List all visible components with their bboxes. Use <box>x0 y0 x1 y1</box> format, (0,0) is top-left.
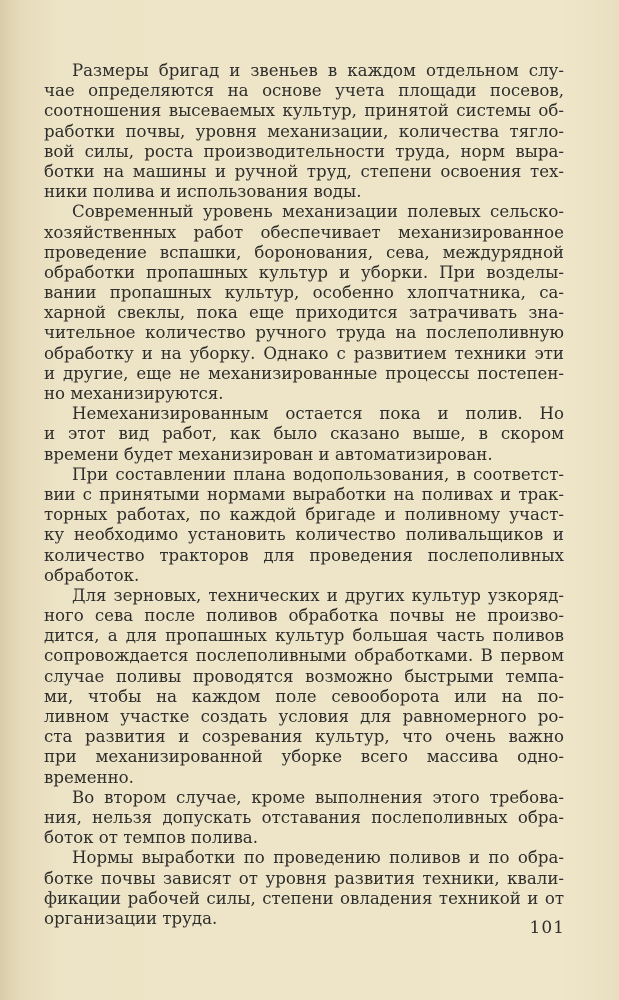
text-line: вии с принятыми нормами выработки на поливах и трак- <box>44 484 564 504</box>
text-line: но механизируются. <box>44 384 224 403</box>
paragraph <box>44 848 564 929</box>
text-line: при механизированной уборке всего массива одно- <box>44 747 564 767</box>
text-line: харной свеклы, пока еще приходится затрачивать зна- <box>44 303 564 323</box>
text-line: временно. <box>44 767 134 787</box>
page-number: 101 <box>529 918 565 938</box>
text-line: обработки пропашных культур и уборки. При возделы- <box>44 262 564 282</box>
text-line: Нормы выработки по проведению поливов и по обра- <box>72 848 564 868</box>
text-line: При составлении плана водопользования, в соответст- <box>72 464 564 484</box>
text-line: количество тракторов для проведения послеполивных <box>44 545 564 565</box>
text-line: чае определяются на основе учета площади посевов, <box>44 81 564 101</box>
text-line: Размеры бригад и звеньев в каждом отдельном слу- <box>72 61 564 80</box>
text-line: сопровождается послеполивными обработками. В первом <box>44 646 564 666</box>
body-text <box>44 61 564 929</box>
text-line: Немеханизированным остается пока и полив. Но <box>72 404 564 424</box>
text-line: вании пропашных культур, особенно хлопчатника, са- <box>44 283 564 303</box>
text-line: ного сева после поливов обработка почвы не произво- <box>44 606 564 626</box>
text-line: ливном участке создать условия для равномерного ро- <box>44 707 564 726</box>
text-line: Современный уровень механизации полевых сельско- <box>72 202 564 222</box>
text-line: обработок. <box>44 565 140 585</box>
text-line: хозяйственных работ обеспечивает механизированное <box>44 222 564 242</box>
text-line: Для зерновых, технических и других культур узкоряд- <box>72 585 564 605</box>
text-line: и другие, еще не механизированные процессы постепен- <box>44 363 564 383</box>
paragraph <box>44 202 564 404</box>
text-line: работки почвы, уровня механизации, количества тягло- <box>44 121 564 141</box>
text-line: боток от темпов полива. <box>44 828 258 848</box>
text-line: торных работах, по каждой бригаде и поливному участ- <box>44 505 564 525</box>
text-line: чительное количество ручного труда на послеполивную <box>44 323 564 343</box>
text-line: ния, нельзя допускать отставания послеполивных обра- <box>44 807 564 827</box>
text-line: Во втором случае, кроме выполнения этого требова- <box>72 787 564 807</box>
paragraph <box>44 61 564 202</box>
paragraph <box>44 586 564 788</box>
paragraph <box>44 788 564 849</box>
text-line: соотношения высеваемых культур, принятой системы об- <box>44 101 564 121</box>
text-line: ботке почвы зависят от уровня развития техники, квали- <box>44 868 564 888</box>
text-line: ботки на машины и ручной труд, степени освоения тех- <box>44 161 564 181</box>
text-line: фикации рабочей силы, степени овладения техникой и от <box>44 888 564 908</box>
text-line: проведение вспашки, боронования, сева, междурядной <box>44 242 564 262</box>
text-line: и этот вид работ, как было сказано выше, в скором <box>44 424 564 444</box>
text-line: дится, а для пропашных культур большая часть поливов <box>44 626 564 646</box>
text-line: ста развития и созревания культур, что очень важно <box>44 727 564 747</box>
text-line: времени будет механизирован и автоматизирован. <box>44 444 493 464</box>
text-line: ку необходимо установить количество поливальщиков и <box>44 525 564 545</box>
text-line: обработку и на уборку. Однако с развитием техники эти <box>44 343 564 363</box>
text-line: ники полива и использования воды. <box>44 182 362 202</box>
text-line: случае поливы проводятся возможно быстрыми темпа- <box>44 666 564 686</box>
text-line: вой силы, роста производительности труда, норм выра- <box>44 141 564 161</box>
paragraph <box>44 465 564 586</box>
paragraph <box>44 404 564 465</box>
text-line: организации труда. <box>44 908 218 928</box>
text-line: ми, чтобы на каждом поле севооборота или на по- <box>44 686 564 706</box>
